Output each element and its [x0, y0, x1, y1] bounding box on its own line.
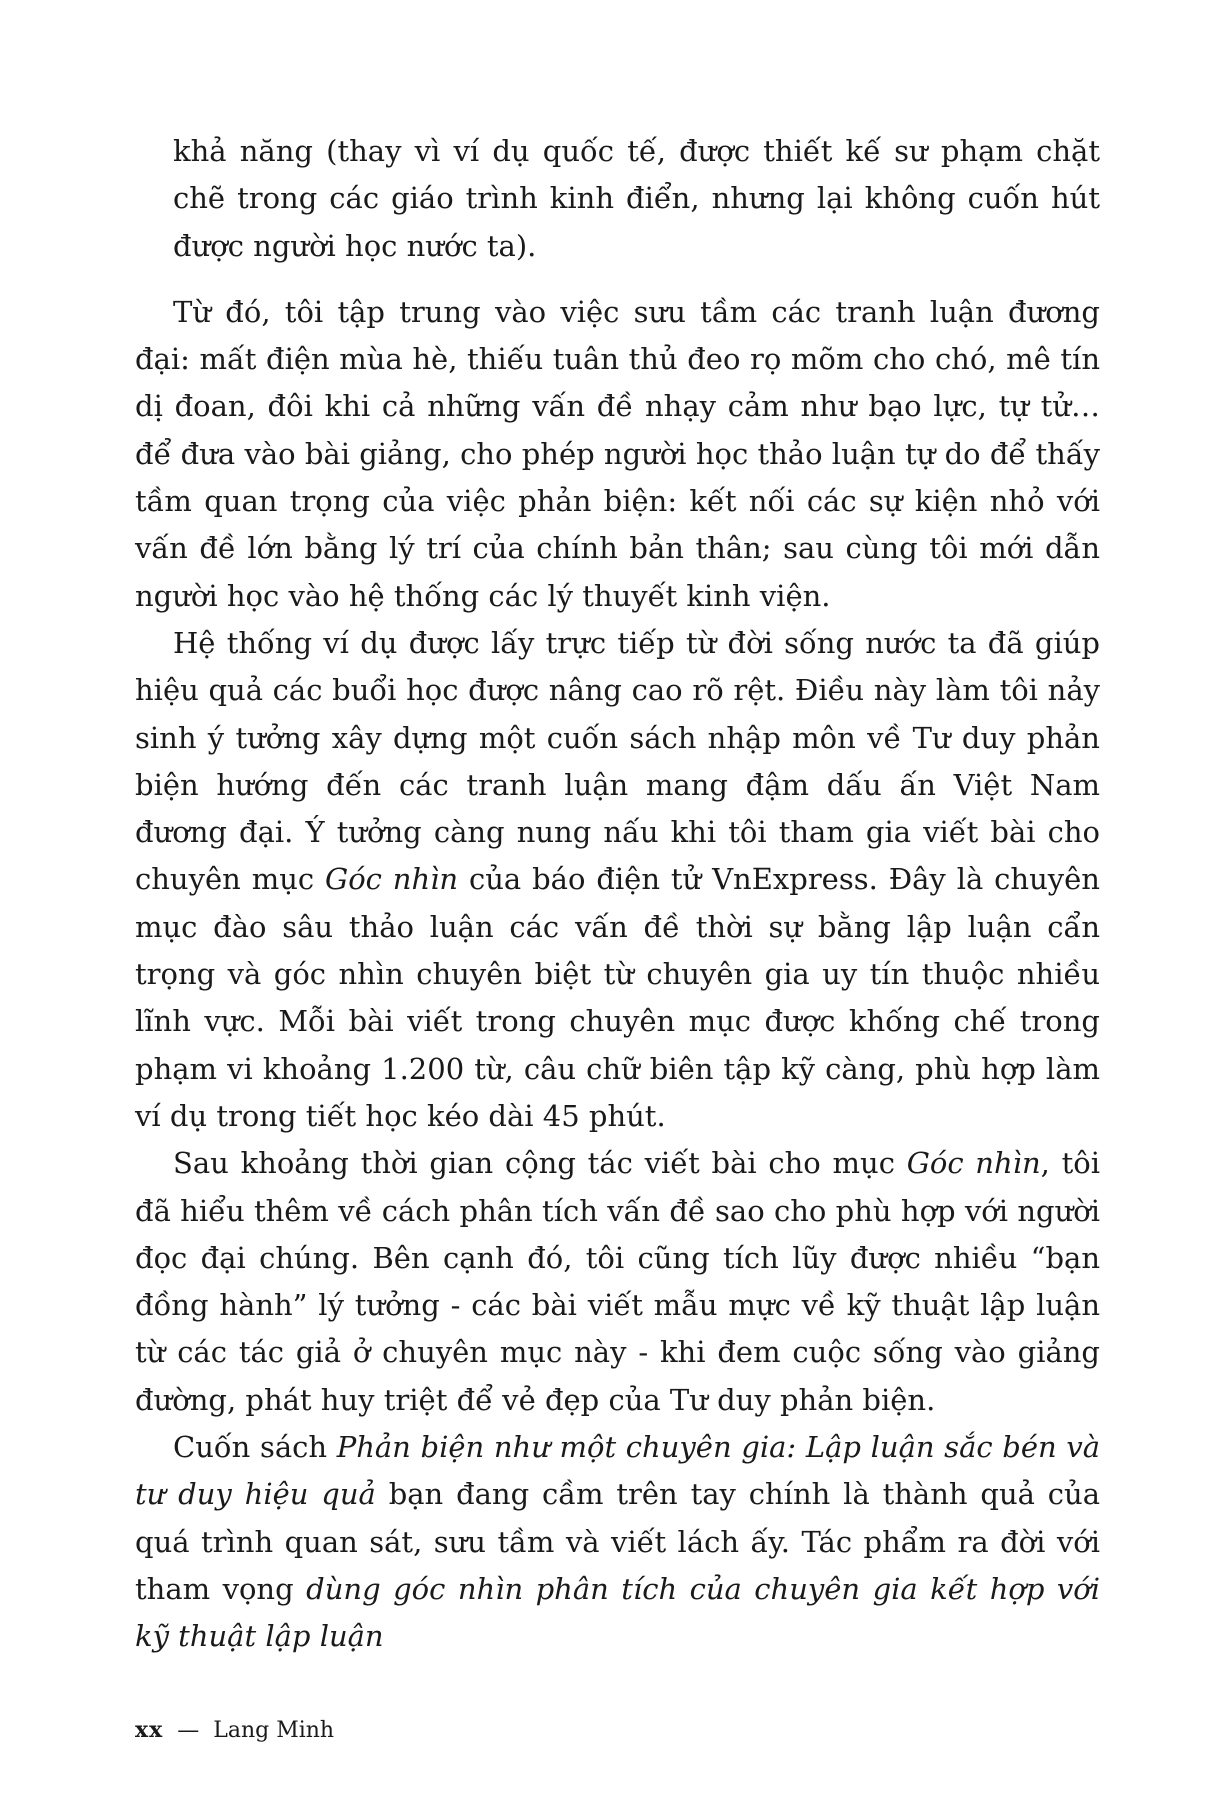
paragraph-examples-vnexpress: Hệ thống ví dụ được lấy trực tiếp từ đời sống nước ta đã giúp hiệu quả các buổi học được nâng cao rõ rệt. Điều này làm tôi nảy sinh ý tưởng xây dựng một cuốn sách nhập môn về Tư duy phản biện hướng đến các tranh luận mang đậm dấu ấn Việt Nam đương đại. Ý tưởng càng nung nấu khi tôi tham gia viết bài cho chuyên mục Góc nhìn của báo điện tử VnExpress. Đây là chuyên mục đào sâu thảo luận các vấn đề thời sự bằng lập luận cẩn trọng và góc nhìn chuyên biệt từ chuyên gia uy tín thuộc nhiều lĩnh vực. Mỗi bài viết trong chuyên mục được khống chế trong phạm vi khoảng 1.200 từ, câu chữ biên tập kỹ càng, phù hợp làm ví dụ trong tiết học kéo dài 45 phút. [135, 625, 1100, 1133]
author-name: Lang Minh [213, 1718, 335, 1743]
column-name-italic: Góc nhìn [906, 1146, 1041, 1181]
page-footer [135, 1707, 334, 1754]
paragraph-contemporary-debates: Từ đó, tôi tập trung vào việc sưu tầm các tranh luận đương đại: mất điện mùa hè, thiếu tuân thủ đeo rọ mõm cho chó, mê tín dị đoan, đôi khi cả những vấn đề nhạy cảm như bạo lực, tự tử… để đưa vào bài giảng, cho phép người học thảo luận tự do để thấy tầm quan trọng của việc phản biện: kết nối các sự kiện nhỏ với vấn đề lớn bằng lý trí của chính bản thân; sau cùng tôi mới dẫn người học vào hệ thống các lý thuyết kinh viện. [135, 294, 1100, 613]
footer-dash: — [177, 1718, 200, 1743]
body-text [135, 128, 1100, 1661]
paragraph-continuation: khả năng (thay vì ví dụ quốc tế, được thiết kế sư phạm chặt chẽ trong các giáo trình kinh điển, nhưng lại không cuốn hút được người học nước ta). [173, 134, 1100, 263]
paragraph-book-introduction: Cuốn sách Phản biện như một chuyên gia: Lập luận sắc bén và tư duy hiệu quả bạn đang cầm trên tay chính là thành quả của quá trình quan sát, sưu tầm và viết lách ấy. Tác phẩm ra đời với tham vọng dùng góc nhìn phân tích của chuyên gia kết hợp với kỹ thuật lập luận [135, 1430, 1101, 1654]
paragraph-collaboration: Sau khoảng thời gian cộng tác viết bài cho mục Góc nhìn, tôi đã hiểu thêm về cách phân tích vấn đề sao cho phù hợp với người đọc đại chúng. Bên cạnh đó, tôi cũng tích lũy được nhiều “bạn đồng hành” lý tưởng - các bài viết mẫu mực về kỹ thuật lập luận từ các tác giả ở chuyên mục này - khi đem cuộc sống vào giảng đường, phát huy triệt để vẻ đẹp của Tư duy phản biện. [135, 1146, 1100, 1417]
book-title-italic: Phản biện như một chuyên gia: Lập luận sắc bén và tư duy hiệu quả [135, 1430, 1100, 1512]
ambition-italic: dùng góc nhìn phân tích của chuyên gia kết hợp với kỹ thuật lập luận [135, 1571, 1101, 1654]
column-name-italic: Góc nhìn [325, 862, 459, 897]
page-number: xx [135, 1717, 164, 1743]
